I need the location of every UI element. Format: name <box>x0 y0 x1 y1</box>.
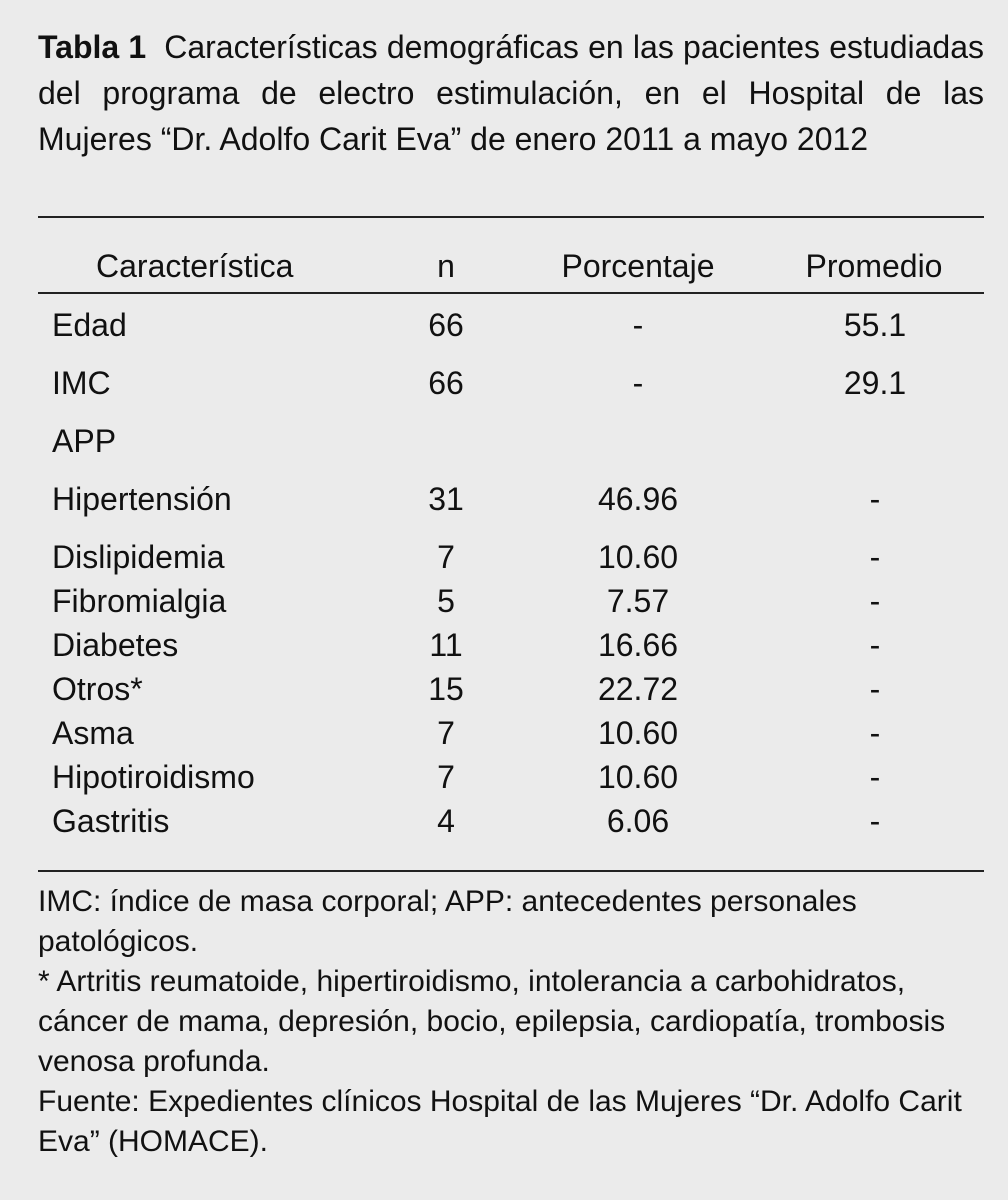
cell-caracteristica: Hipotiroidismo <box>52 759 255 795</box>
cell-n: 4 <box>437 803 455 839</box>
cell-caracteristica: Asma <box>52 715 134 751</box>
cell-porcentaje: 10.60 <box>597 759 679 795</box>
cell-porcentaje: 7.57 <box>606 583 670 619</box>
cell-n: 15 <box>428 671 464 707</box>
cell-promedio: - <box>869 627 881 663</box>
cell-caracteristica: Edad <box>52 307 127 343</box>
table-row <box>0 756 1008 798</box>
top-rule <box>38 216 984 218</box>
cell-promedio: - <box>869 671 881 707</box>
cell-caracteristica: IMC <box>52 365 111 401</box>
bottom-rule <box>38 870 984 872</box>
header-caracteristica: Característica <box>96 248 294 284</box>
cell-promedio: - <box>869 539 881 575</box>
table-row <box>0 800 1008 842</box>
table-row <box>0 580 1008 622</box>
table-label: Tabla 1 <box>38 29 147 65</box>
cell-porcentaje: 46.96 <box>597 481 679 517</box>
table-row <box>0 420 1008 462</box>
table-title: Características demográficas en las pacientes estudiadas del programa de electro estimulación, en el Hospital de las Mujeres “Dr. Adolfo Carit Eva” de enero 2011 a mayo 2012 <box>38 29 985 157</box>
cell-n: 66 <box>428 365 464 401</box>
header-rule <box>38 292 984 294</box>
cell-promedio: 55.1 <box>843 307 907 343</box>
cell-promedio: 29.1 <box>843 365 907 401</box>
cell-promedio: - <box>869 803 881 839</box>
cell-caracteristica: Dislipidemia <box>52 539 225 575</box>
cell-n: 7 <box>437 759 455 795</box>
table-row <box>0 536 1008 578</box>
table-row <box>0 624 1008 666</box>
cell-porcentaje: - <box>632 307 644 343</box>
table-row <box>0 478 1008 520</box>
cell-caracteristica: Gastritis <box>52 803 170 839</box>
cell-caracteristica: Fibromialgia <box>52 583 227 619</box>
table-caption <box>38 24 984 162</box>
cell-promedio: - <box>869 583 881 619</box>
cell-n: 31 <box>428 481 464 517</box>
cell-n: 11 <box>429 627 463 663</box>
header-promedio: Promedio <box>805 248 943 284</box>
cell-n: 7 <box>437 715 455 751</box>
header-porcentaje: Porcentaje <box>561 248 715 284</box>
cell-promedio: - <box>869 715 881 751</box>
cell-n: 5 <box>437 583 455 619</box>
header-n: n <box>437 248 455 284</box>
cell-caracteristica: Diabetes <box>52 627 179 663</box>
cell-porcentaje: 10.60 <box>597 539 679 575</box>
cell-n: 7 <box>437 539 455 575</box>
cell-porcentaje: 6.06 <box>606 803 670 839</box>
cell-promedio: - <box>869 759 881 795</box>
cell-porcentaje: - <box>632 365 644 401</box>
cell-caracteristica: APP <box>52 423 117 459</box>
cell-n: 66 <box>428 307 464 343</box>
cell-porcentaje: 22.72 <box>597 671 679 707</box>
table-row <box>0 668 1008 710</box>
cell-porcentaje: 10.60 <box>597 715 679 751</box>
table-footnotes <box>38 882 984 1162</box>
cell-caracteristica: Otros* <box>52 671 143 707</box>
table-row <box>0 712 1008 754</box>
source-note: Fuente: Expedientes clínicos Hospital de las Mujeres “Dr. Adolfo Carit Eva” (HOMACE). <box>38 1085 962 1158</box>
cell-promedio: - <box>869 481 881 517</box>
asterisk-note: * Artritis reumatoide, hipertiroidismo, intolerancia a carbohidratos, cáncer de mama, depresión, bocio, epilepsia, cardiopatía, trombosis venosa profunda. <box>38 965 946 1078</box>
table-row <box>0 304 1008 346</box>
table-row <box>0 362 1008 404</box>
abbreviations-note: IMC: índice de masa corporal; APP: antecedentes personales patológicos. <box>38 885 857 958</box>
cell-porcentaje: 16.66 <box>597 627 679 663</box>
cell-caracteristica: Hipertensión <box>52 481 232 517</box>
